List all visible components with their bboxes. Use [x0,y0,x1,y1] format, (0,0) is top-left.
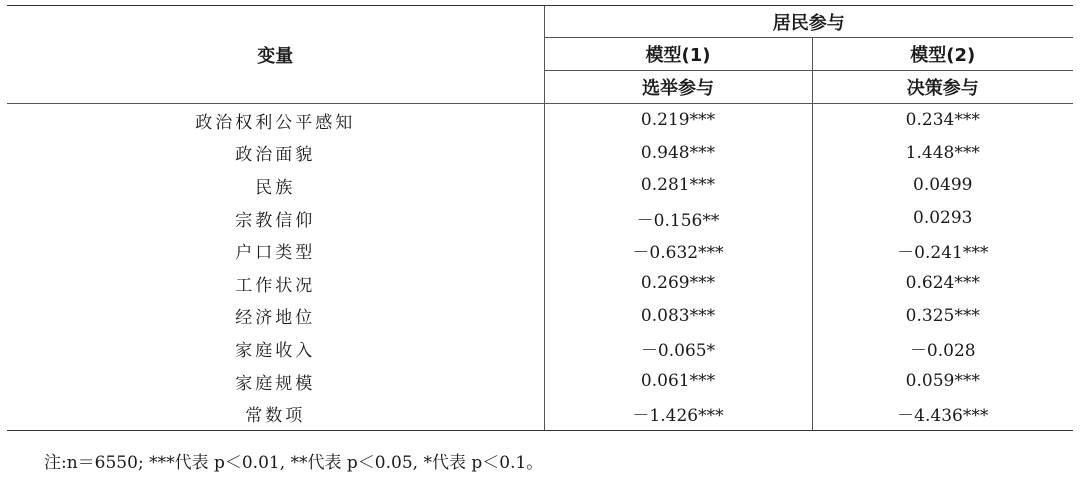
header-model-1-sub: 选举参与 [544,71,812,104]
row-m1: －0.632*** [544,234,812,267]
row-m2: 1.448*** [812,137,1073,170]
row-label: 户口类型 [235,243,316,264]
table-row [7,365,1073,398]
header-model-1: 模型(1) [544,38,812,71]
row-m2: 0.325*** [812,300,1073,333]
table-note: 注:n＝6550; ***代表 p＜0.01, **代表 p＜0.05, *代表 p＜0.1。 [44,453,544,473]
row-label: 经济地位 [235,308,316,329]
header-model-2: 模型(2) [812,38,1073,71]
row-m2: －0.028 [812,332,1073,365]
table-row [7,137,1073,170]
row-label: 家庭规模 [235,373,316,394]
table-row [7,267,1073,300]
row-m2: 0.059*** [812,365,1073,398]
row-label: 政治面貌 [235,145,316,166]
row-m1: 0.219*** [544,104,812,137]
row-m1: －1.426*** [544,397,812,430]
row-label: 宗教信仰 [235,210,316,231]
table-row [7,169,1073,202]
table-row [7,332,1073,365]
table-row [7,300,1073,333]
row-label: 家庭收入 [235,340,316,361]
table-row [7,104,1073,137]
regression-table [7,5,1073,431]
row-m1: 0.083*** [544,300,812,333]
row-m1: 0.281*** [544,169,812,202]
header-group: 居民参与 [544,6,1073,38]
header-variable: 变量 [7,6,544,104]
row-m2: 0.234*** [812,104,1073,137]
row-m1: 0.269*** [544,267,812,300]
row-m2: －4.436*** [812,397,1073,430]
table-row [7,202,1073,235]
row-label: 常数项 [7,397,544,430]
row-m2: 0.0293 [812,202,1073,235]
table-row [7,397,1073,430]
header-model-2-sub: 决策参与 [812,71,1073,104]
row-label: 工作状况 [235,275,316,296]
row-m2: －0.241*** [812,234,1073,267]
table-row [7,234,1073,267]
row-m1: 0.948*** [544,137,812,170]
row-m2: 0.624*** [812,267,1073,300]
row-m2: 0.0499 [812,169,1073,202]
row-m1: －0.156** [544,202,812,235]
row-m1: －0.065* [544,332,812,365]
row-m1: 0.061*** [544,365,812,398]
row-label: 民族 [255,177,296,198]
table-body [7,104,1073,431]
row-label: 政治权利公平感知 [195,112,356,133]
